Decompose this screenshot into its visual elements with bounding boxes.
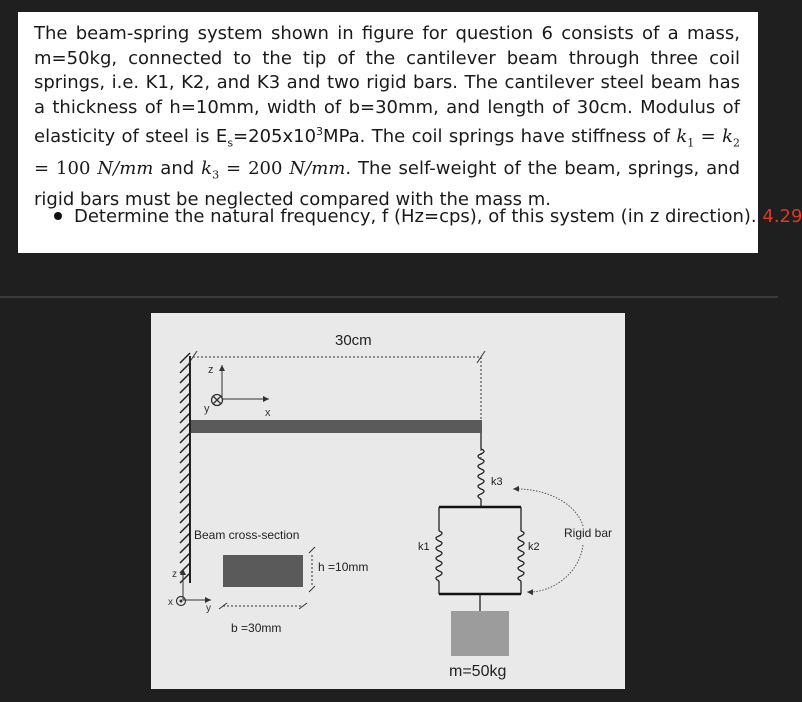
bullet-dot	[54, 212, 62, 220]
cross-section-rect	[223, 555, 303, 587]
svg-text:y: y	[204, 403, 210, 415]
answer-value: 4.29	[762, 206, 802, 227]
b-label: b =30mm	[231, 621, 282, 635]
k2-label: k2	[528, 541, 540, 553]
length-label: 30cm	[335, 332, 372, 349]
svg-text:z: z	[208, 364, 214, 376]
svg-text:x: x	[265, 407, 271, 419]
cross-section-title: Beam cross-section	[194, 528, 300, 542]
svg-text:z: z	[172, 569, 177, 580]
cantilever-beam	[191, 420, 482, 433]
rigid-bar-label: Rigid bar	[564, 526, 613, 540]
question-panel	[18, 12, 802, 253]
question-bullet	[54, 206, 802, 227]
h-label: h =10mm	[318, 560, 369, 574]
k1-label: k1	[418, 541, 430, 553]
divider	[0, 296, 778, 298]
question-text: The beam-spring system shown in figure for question 6 consists of a mass, m=50kg, connected to the tip of the cantilever beam through three coil springs, i.e. K1, K2, and K3 and two rigid bars. The cantilever steel beam has a thickness of h=10mm, width of b=30mm, and length of 30cm. Modulus of elasticity of steel is $E_s=205x10^3MPa$. The coil springs have stiffness of $k_1 = k_2 = 100$ N/mm and $k_3 = 200$ N/mm. The self-weight of the beam, springs, and rigid bars must be neglected compared with the mass m.	[34, 23, 741, 210]
beam-spring-figure	[151, 313, 625, 689]
svg-text:x: x	[168, 597, 173, 608]
bullet-text: Determine the natural frequency, f (Hz=cps), of this system (in z direction).	[74, 206, 757, 227]
mass-block	[451, 611, 509, 656]
k3-label: k3	[491, 476, 503, 488]
mass-label: m=50kg	[449, 663, 507, 680]
figure-svg	[151, 313, 625, 689]
svg-text:y: y	[206, 603, 211, 614]
